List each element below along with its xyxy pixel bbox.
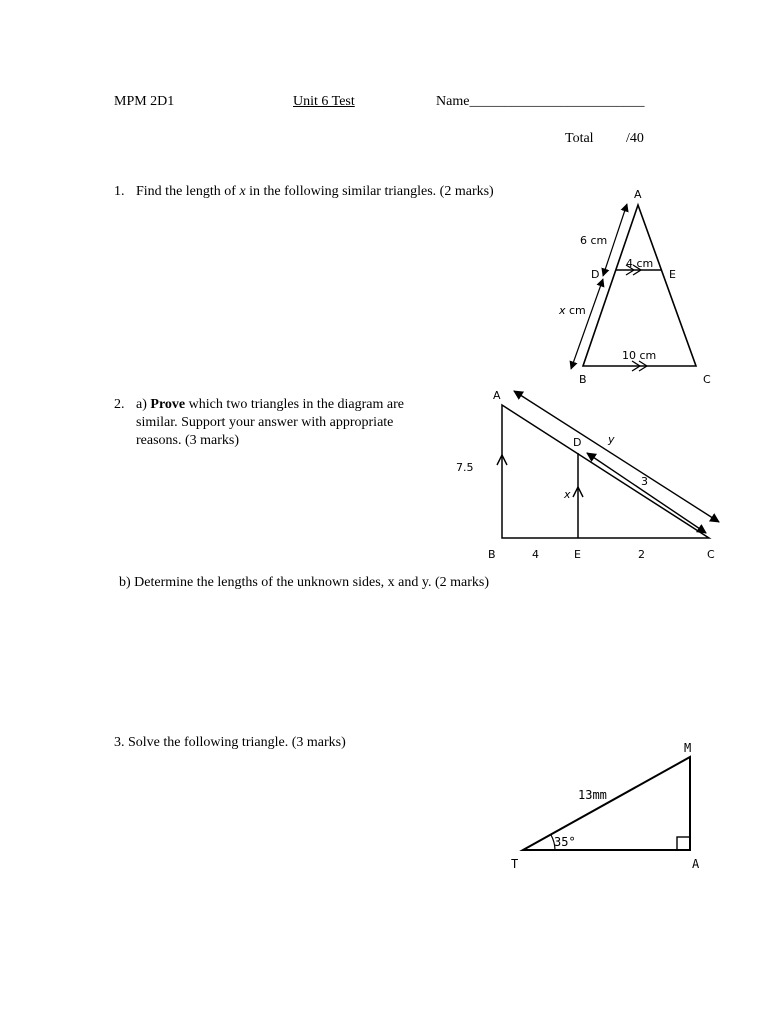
q1-label-len-ad: 6 cm (580, 234, 608, 247)
q1-text-a: Find the length of (136, 184, 240, 199)
q1-label-x-var: x (559, 304, 566, 317)
q1-label-c: C (703, 373, 711, 386)
q1-label-e: E (669, 268, 676, 281)
q2-label-d: D (573, 436, 582, 449)
q2-part-b-text: b) Determine the lengths of the unknown sides, x and y. (2 marks) (119, 575, 490, 590)
q2-label-b: B (488, 548, 496, 561)
q3-right-angle-mark (677, 837, 690, 850)
q1-label-len-bc: 10 cm (622, 349, 657, 362)
q2-label-len-ec: 2 (638, 548, 645, 561)
total-label: Total (565, 131, 594, 146)
q1-number: 1. (114, 184, 125, 199)
q1-label-b: B (579, 373, 587, 386)
name-label: Name (436, 94, 470, 109)
q2-prove-word: Prove (150, 397, 186, 412)
q3-label-a: A (692, 857, 700, 871)
q2-label-len-dc: 3 (641, 475, 648, 488)
q3-text: 3. Solve the following triangle. (3 marks) (114, 735, 346, 750)
q2-part-a-label: a) (136, 397, 151, 412)
q2-part-a-body: which two triangles in the diagram are similar. Support your answer with appropriate reasons. (3 marks) (136, 397, 404, 448)
q3-label-t: T (511, 857, 519, 871)
q2-label-e: E (574, 548, 581, 561)
q3-label-hyp: 13mm (578, 788, 607, 802)
q1-label-x-unit: cm (565, 304, 586, 317)
q3-label-angle: 35° (554, 835, 576, 849)
q1-label-d: D (591, 268, 600, 281)
course-code: MPM 2D1 (114, 94, 175, 109)
q2-label-len-be: 4 (532, 548, 539, 561)
q2-label-c: C (707, 548, 715, 561)
name-line: _________________________ (469, 94, 645, 109)
q2-label-x: x (564, 488, 571, 501)
q2-label-a: A (493, 389, 501, 402)
q2-label-len-ab: 7.5 (456, 461, 474, 474)
q1-text-b: in the following similar triangles. (2 marks) (245, 184, 494, 199)
q1-label-a: A (634, 188, 642, 201)
q3-label-m: M (684, 741, 692, 755)
test-title: Unit 6 Test (293, 94, 355, 109)
q2-number: 2. (114, 397, 125, 412)
q1-var: x (239, 184, 246, 199)
q2-label-y: y (608, 433, 615, 446)
q1-label-len-de: 4 cm (626, 257, 654, 270)
q3-triangle-tma (523, 757, 690, 850)
total-value: /40 (626, 131, 644, 146)
